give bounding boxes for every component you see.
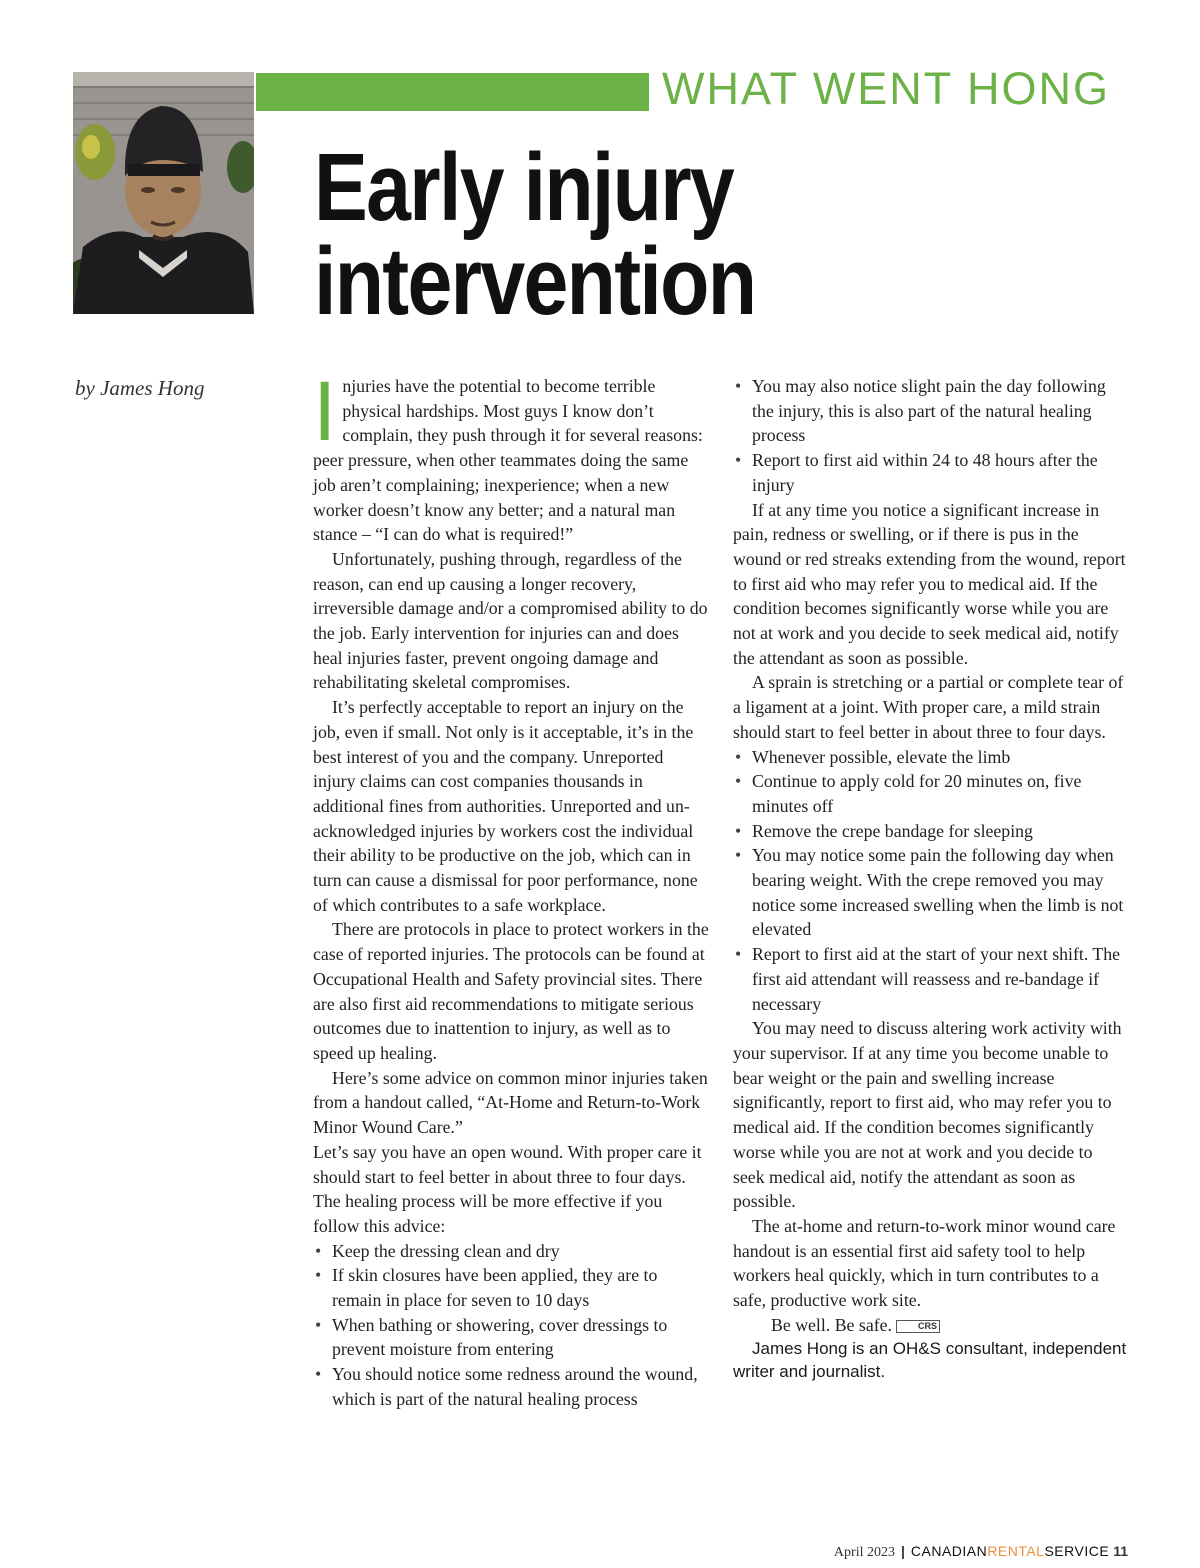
list-item: • Keep the dressing clean and dry xyxy=(313,1239,710,1264)
page-number: 11 xyxy=(1113,1543,1128,1559)
page-footer xyxy=(834,1543,1128,1561)
paragraph: If at any time you notice a significant increase in pain, redness or swelling, or if there is pus in the wound or red streaks extending from the wound, report to first aid who may refer you to medical aid. If the condition becomes significantly worse while you are not at work and you decide to seek medical aid, notify the attendant as soon as possible. xyxy=(733,499,1126,668)
wound-care-list-continued xyxy=(733,374,1127,498)
magazine-name-part: CANADIAN xyxy=(910,1543,988,1559)
paragraph: It’s perfectly acceptable to report an injury on the job, even if small. Not only is it acceptable, it’s in the best interest of you and the company. Unreported injury claims can cost companies thousands in additional fines from authorities. Unreported and un-acknowledged injuries by workers cost the individual their ability to be productive on the job, which can in turn can cause a dismissal for poor performance, none of which contributes to a safe workplace. xyxy=(313,697,698,915)
list-item: • When bathing or showering, cover dressings to prevent moisture from entering xyxy=(313,1313,710,1362)
list-item: • Continue to apply cold for 20 minutes on, five minutes off xyxy=(733,769,1127,818)
paragraph: A sprain is stretching or a partial or complete tear of a ligament at a joint. With proper care, a mild strain should start to feel better in about three to four days. xyxy=(733,672,1124,742)
paragraph: Let’s say you have an open wound. With proper care it should start to feel better in about three to four days. The healing process will be more effective if you follow this advice: xyxy=(313,1141,702,1236)
section-color-bar xyxy=(256,73,649,111)
footer-separator: | xyxy=(900,1543,905,1559)
list-item: • Remove the crepe bandage for sleeping xyxy=(733,819,1127,844)
author-bio: James Hong is an OH&S consultant, independent writer and journalist. xyxy=(733,1339,1127,1382)
paragraph xyxy=(313,364,710,547)
signoff-text: Be well. Be safe. xyxy=(771,1314,892,1335)
byline: by James Hong xyxy=(75,376,205,400)
author-photo xyxy=(73,72,254,314)
paragraph: The at-home and return-to-work minor wound care handout is an essential first aid safety tool to help workers heal quickly, which in turn contributes to a safe, productive work site. xyxy=(733,1215,1116,1311)
end-mark-icon: CRS xyxy=(896,1320,940,1333)
list-item: • Report to first aid at the start of your next shift. The first aid attendant will reassess and re-bandage if necessary xyxy=(733,942,1127,1016)
article-column-1 xyxy=(313,364,710,1412)
magazine-name xyxy=(911,1543,1109,1559)
drop-cap: I xyxy=(313,364,337,458)
issue-date: April 2023 xyxy=(833,1545,895,1560)
list-item: • You should notice some redness around the wound, which is part of the natural healing process xyxy=(313,1362,710,1411)
article-headline xyxy=(314,134,986,335)
section-label: WHAT WENT HONG xyxy=(662,63,1110,114)
list-item: • Report to first aid within 24 to 48 hours after the injury xyxy=(733,448,1127,497)
paragraph-text: njuries have the potential to become terrible physical hardships. Most guys I know don’t complain, they push through it for several reasons: peer pressure, when other teammates doing the same job aren’t complaining; inexperience; when a new worker doesn’t know any better; and a natural man stance – “I can do what is required!” xyxy=(313,376,703,545)
article-column-2 xyxy=(733,374,1127,1383)
wound-care-list xyxy=(313,1239,710,1412)
paragraph: Here’s some advice on common minor injuries taken from a handout called, “At-Home and Return-to-Work Minor Wound Care.” xyxy=(313,1067,708,1138)
list-item: • You may also notice slight pain the day following the injury, this is also part of the natural healing process xyxy=(733,374,1127,448)
magazine-name-part: RENTAL xyxy=(987,1543,1045,1559)
list-item: • You may notice some pain the following day when bearing weight. With the crepe removed you may notice some increased swelling when the limb is not elevated xyxy=(733,843,1127,942)
headline-line-2: intervention xyxy=(314,228,756,335)
list-item: • If skin closures have been applied, they are to remain in place for seven to 10 days xyxy=(313,1263,710,1312)
sprain-care-list xyxy=(733,745,1127,1017)
paragraph: There are protocols in place to protect workers in the case of reported injuries. The protocols can be found at Occupational Health and Safety provincial sites. There are also first aid recommendations to mitigate serious outcomes due to inattention to injury, as well as to speed up healing. xyxy=(313,919,709,1063)
headline-line-1: Early injury xyxy=(314,134,734,241)
signoff xyxy=(733,1313,1127,1338)
paragraph: You may need to discuss altering work activity with your supervisor. If at any time you become unable to bear weight or the pain and swelling increase significantly, report to first aid, who may refer you to medical aid. If the condition becomes significantly worse while you are not at work and you decide to seek medical aid, notify the attendant as soon as possible. xyxy=(733,1018,1122,1212)
list-item: • Whenever possible, elevate the limb xyxy=(733,745,1127,770)
paragraph: Unfortunately, pushing through, regardless of the reason, can end up causing a longer recovery, irreversible damage and/or a compromised ability to do the job. Early intervention for injuries can and does heal injuries faster, prevent ongoing damage and rehabilitating skeletal compromises. xyxy=(313,548,708,693)
magazine-name-part: SERVICE xyxy=(1044,1543,1110,1559)
